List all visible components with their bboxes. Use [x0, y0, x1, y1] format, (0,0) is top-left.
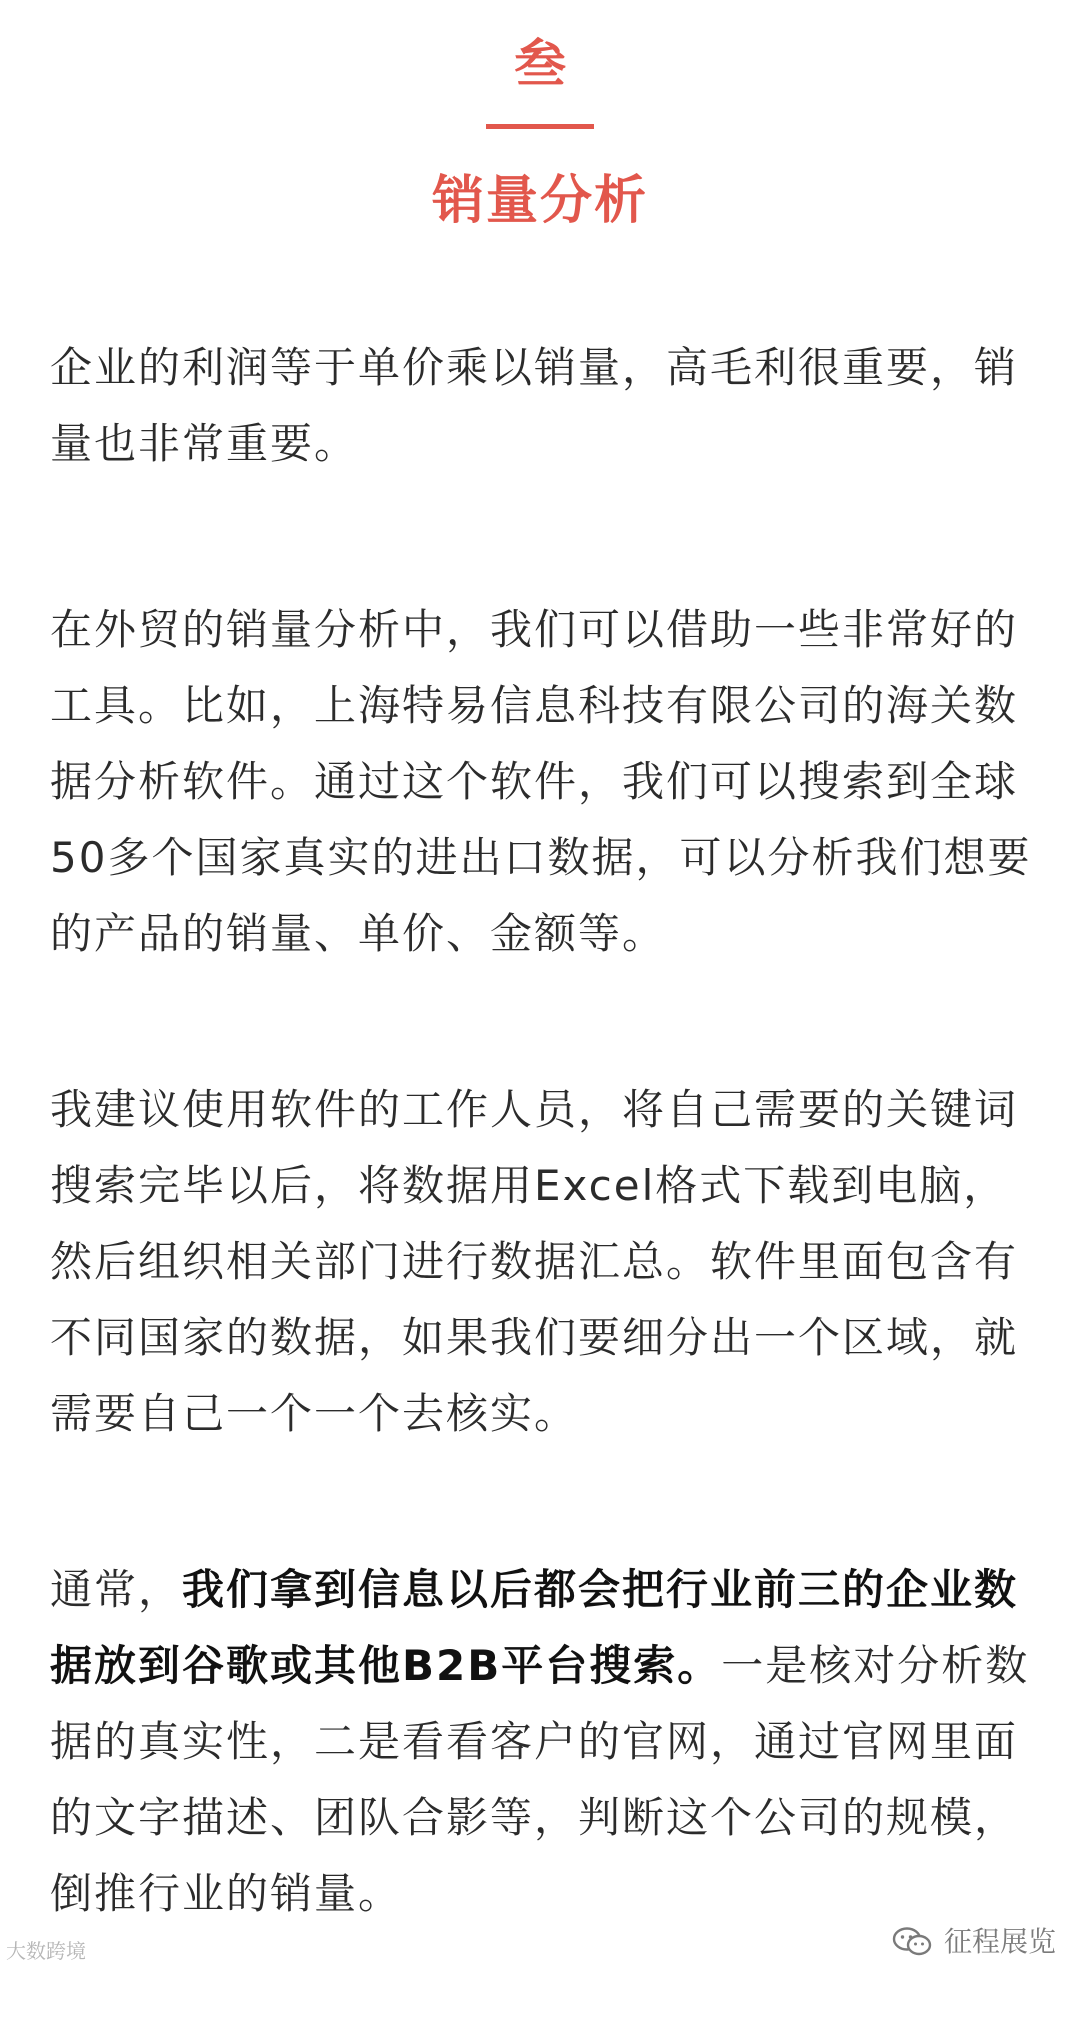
paragraph-emphasis: 我们拿到信息以后都会把行业前三的企业数据放到谷歌或其他B2B平台搜索。 [50, 1565, 1019, 1690]
paragraph-lead: 通常， [50, 1565, 183, 1614]
article-body [50, 330, 1040, 2032]
paragraph-verification [50, 1552, 1040, 1932]
wechat-icon [892, 1926, 934, 1958]
watermark-right [892, 1924, 1056, 1960]
section-number: 叁 [513, 35, 566, 95]
watermark-right-label: 征程展览 [943, 1925, 1056, 1958]
paragraph-software-usage: 我建议使用软件的工作人员，将自己需要的关键词搜索完毕以后，将数据用Excel格式下载到电脑，然后组织相关部门进行数据汇总。软件里面包含有不同国家的数据，如果我们要细分出一个区域，就需要自己一个一个去核实。 [50, 1085, 1019, 1438]
paragraph-rest: 一是核对分析数据的真实性，二是看看客户的官网，通过官网里面的文字描述、团队合影等，判断这个公司的规模，倒推行业的销量。 [50, 1641, 1030, 1918]
section-divider [486, 124, 594, 129]
paragraph-profit: 企业的利润等于单价乘以销量，高毛利很重要，销量也非常重要。 [50, 343, 1019, 468]
watermark-left: 大数跨境 [6, 1939, 86, 1963]
section-title: 销量分析 [431, 171, 648, 231]
paragraph-tools: 在外贸的销量分析中，我们可以借助一些非常好的工具。比如，上海特易信息科技有限公司的海关数据分析软件。通过这个软件，我们可以搜索到全球50多个国家真实的进出口数据，可以分析我们想要的产品的销量、单价、金额等。 [50, 605, 1032, 958]
